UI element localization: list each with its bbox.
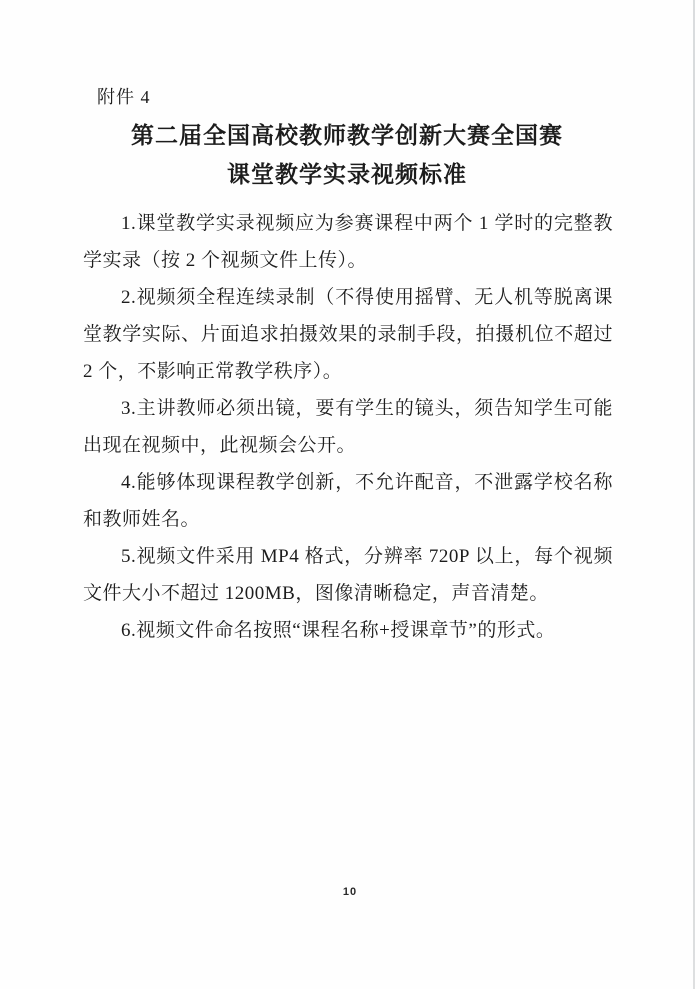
paragraph-3: 3.主讲教师必须出镜，要有学生的镜头，须告知学生可能出现在视频中，此视频会公开。	[83, 398, 613, 456]
paragraph-6: 6.视频文件命名按照“课程名称+授课章节”的形式。	[121, 620, 556, 641]
document-body	[83, 205, 613, 649]
paragraph-4: 4.能够体现课程教学创新，不允许配音，不泄露学校名称和教师姓名。	[83, 472, 613, 530]
document-title-line-1: 第二届全国高校教师教学创新大赛全国赛	[131, 123, 563, 148]
paragraph-1: 1.课堂教学实录视频应为参赛课程中两个 1 学时的完整教学实录（按 2 个视频文件上传）。	[83, 213, 613, 271]
paragraph-2: 2.视频须全程连续录制（不得使用摇臂、无人机等脱离课堂教学实际、片面追求拍摄效果的录制手段，拍摄机位不超过 2 个，不影响正常教学秩序）。	[83, 287, 613, 382]
attachment-label: 附件 4	[97, 87, 151, 107]
document-title-line-2: 课堂教学实录视频标准	[227, 162, 467, 187]
page-number: 10	[342, 886, 358, 898]
document-title	[0, 116, 694, 194]
paragraph-5: 5.视频文件采用 MP4 格式，分辨率 720P 以上，每个视频文件大小不超过 1200MB，图像清晰稳定，声音清楚。	[83, 546, 613, 604]
